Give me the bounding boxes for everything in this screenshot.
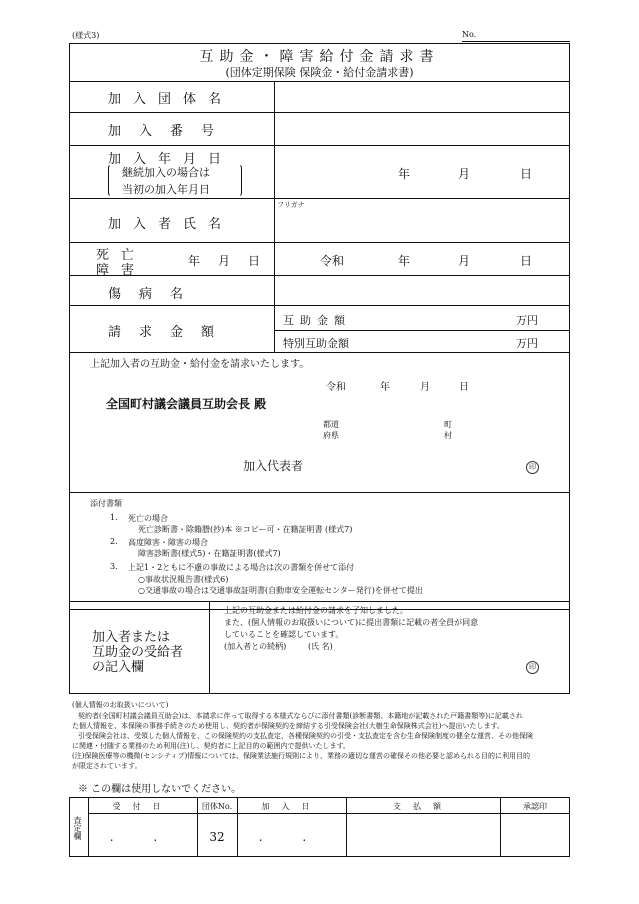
furigana-label: フリガナ: [277, 201, 305, 209]
death-label: 死亡: [96, 248, 147, 263]
group-name-field[interactable]: [280, 86, 564, 108]
join-date-month: 月: [458, 167, 471, 181]
group-name-label: 加入団体名: [108, 92, 234, 107]
member-name-label: 加入者氏名: [108, 217, 234, 232]
form-title: 互助金・障害給付金請求書: [199, 49, 440, 65]
mutual-aid-amount-label: 互助金額: [283, 314, 351, 327]
attachment-3-number: 3.: [110, 562, 118, 571]
addressee: 全国町村議会議員互助会長 殿: [106, 397, 267, 411]
row-divider: [69, 145, 570, 146]
recipient-relation: (加入者との続柄): [224, 642, 287, 651]
office-side-label: 査定欄: [73, 816, 82, 840]
event-era: 令和: [320, 254, 345, 268]
row-divider: [69, 352, 570, 353]
declaration-era: 令和: [326, 382, 346, 393]
amount-unit-1: 万円: [516, 314, 538, 327]
column-divider: [274, 81, 275, 352]
recipient-label-1: 加入者または: [92, 630, 171, 645]
group-no-value: 32: [209, 830, 225, 844]
join-date-note1: 継続加入の場合は: [122, 166, 210, 179]
join-date-value: . .: [258, 830, 325, 844]
row-divider: [69, 198, 570, 199]
event-year: 年: [398, 254, 411, 268]
recipient-label-3: の記入欄: [92, 660, 145, 675]
member-number-field[interactable]: [280, 117, 564, 141]
special-amount-label: 特別互助金額: [283, 337, 349, 350]
member-name-field[interactable]: [280, 210, 564, 238]
no-label: No.: [462, 30, 477, 39]
prefecture-line1: 都道: [323, 420, 339, 429]
illness-label: 傷病名: [108, 287, 202, 302]
amount-unit-2: 万円: [516, 337, 538, 350]
attachments-title: 添付書類: [90, 499, 122, 508]
join-date-note2: 当初の加入年月日: [122, 183, 210, 196]
privacy-title: (個人情報のお取扱いについて): [72, 701, 169, 709]
office-use-note: ※ この欄は使用しないでください。: [78, 784, 242, 795]
col-join-date-header: 加入日: [261, 802, 322, 811]
amount-divider: [275, 330, 570, 331]
attachment-2-number: 2.: [110, 537, 118, 546]
row-divider: [69, 305, 570, 306]
privacy-paragraph-3a: (注)保険医療等の機微(センシティブ)情報については、保険業法施行規則により、業務の適切な運営の確保その他必要と認められる目的に利用目的: [72, 752, 531, 760]
recipient-label-2: 互助金の受給者: [92, 645, 184, 660]
join-date-label: 加入年月日: [108, 152, 234, 167]
row-divider: [69, 492, 570, 493]
row-divider: [69, 81, 570, 82]
recipient-text-3: していることを確認しています。: [224, 630, 344, 639]
recipient-name: (氏 名): [308, 642, 333, 651]
town-line1: 町: [444, 420, 452, 429]
privacy-paragraph-1b: た個人情報を、本保険の事務手続きのため使用し、契約者が保険契約を締結する引受保険会社(大樹生命保険株式会社)へ提出いたします。: [72, 722, 504, 730]
privacy-paragraph-2a: 引受保険会社は、受領した個人情報を、この保険契約の支払査定、各種保険契約の引受・支払査定を含む生命保険制度の健全な運営、その他保険: [78, 732, 533, 740]
col-approval-header: 承認印: [523, 802, 547, 811]
attachment-2-head: 高度障害・障害の場合: [128, 538, 208, 547]
office-header-divider: [88, 813, 570, 814]
attachment-3-head: 上記1・2ともに不慮の事故による場合は次の書類を併せて添付: [128, 563, 355, 572]
row-divider: [69, 112, 570, 113]
representative-seal-icon: 印: [526, 461, 539, 474]
illness-field[interactable]: [280, 280, 564, 302]
attachment-1-head: 死亡の場合: [128, 514, 168, 523]
member-number-label: 加入番号: [108, 124, 233, 139]
col-payment-header: 支払額: [393, 802, 453, 811]
row-divider: [69, 242, 570, 243]
col-received-header: 受付日: [112, 802, 173, 811]
town-line2: 村: [444, 431, 452, 440]
no-underline: [462, 41, 570, 42]
recipient-text-1: 上記の互助金または給付金の請求を了知しました。: [224, 606, 408, 615]
col-group-no-header: 団体No.: [201, 802, 233, 811]
declaration-month: 月: [420, 382, 430, 393]
join-date-day: 日: [520, 167, 533, 181]
form-subtitle: (団体定期保険 保険金・給付金請求書): [225, 66, 414, 79]
recipient-divider: [209, 601, 210, 694]
join-date-year: 年: [398, 167, 411, 181]
attachment-2-detail: 障害診断書(様式5)・在籍証明書(様式7): [138, 549, 281, 558]
claim-amount-label: 請求金額: [108, 325, 233, 340]
declaration-day: 日: [459, 382, 469, 393]
attachment-3-a: ○事故状況報告書(様式6): [138, 575, 229, 584]
privacy-paragraph-1a: 契約者(全国町村議会議員互助会)は、本請求に伴って取得する本様式ならびに添付書類(診断書類、本籍地が記載された戸籍書類等)に記載され: [78, 712, 523, 720]
declaration-year: 年: [380, 382, 390, 393]
event-ymd-label: 年月日: [188, 254, 279, 268]
attachment-1-detail: 死亡診断書・除籍謄(抄)本 ※コピー可・在籍証明書 (様式7): [138, 525, 353, 534]
recipient-seal-icon: 印: [526, 661, 539, 674]
disability-label: 障害: [96, 263, 147, 278]
representative-label: 加入代表者: [243, 459, 304, 473]
form-number: (様式3): [72, 31, 100, 40]
attachment-3-b: ○交通事故の場合は交通事故証明書(自動車安全運転センター発行)を併せて提出: [138, 586, 423, 595]
event-day: 日: [520, 254, 533, 268]
received-date-value: . .: [109, 830, 176, 844]
privacy-paragraph-2b: に関連・付随する業務のため利用(注)し、契約者に上記目的の範囲内で提供いたします。: [72, 742, 350, 750]
attachment-1-number: 1.: [110, 513, 118, 522]
recipient-text-2: また、(個人情報のお取扱いについて)に提出書類に記載の者全員が同意: [224, 618, 479, 627]
declaration-text: 上記加入者の互助金・給付金を請求いたします。: [90, 359, 310, 370]
event-month: 月: [458, 254, 471, 268]
privacy-paragraph-3b: が限定されています。: [72, 762, 142, 770]
prefecture-line2: 府県: [323, 431, 339, 440]
